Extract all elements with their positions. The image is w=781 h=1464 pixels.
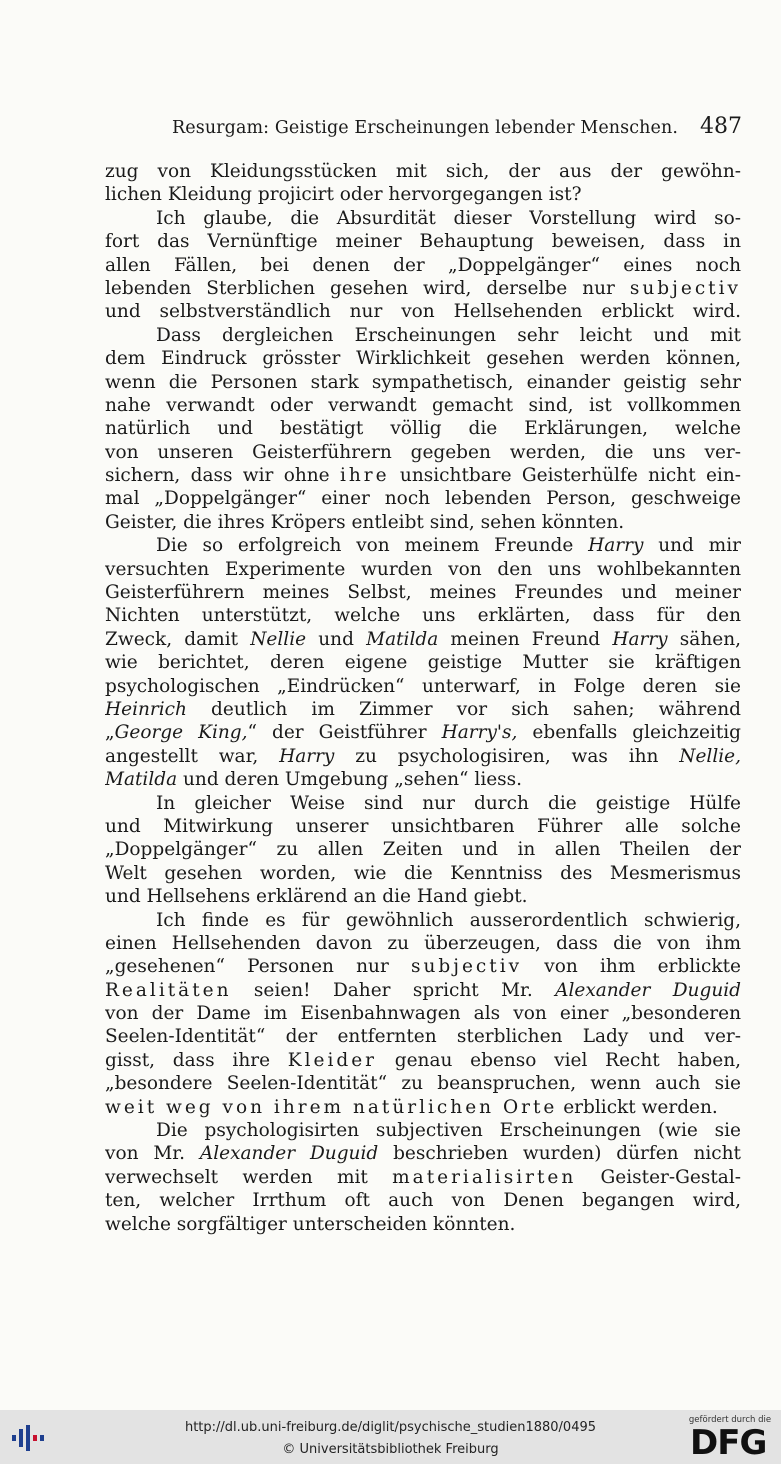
running-title: Resurgam: Geistige Erscheinungen lebender Menschen. bbox=[172, 118, 679, 138]
text-line: von unseren Geisterführern gegeben werden, die uns ver- bbox=[105, 441, 741, 463]
text-line: weit weg von ihrem natürlichen Orte erblickt werden. bbox=[105, 1096, 718, 1118]
text-line: Nichten unterstützt, welche uns erklärten, dass für den bbox=[105, 605, 741, 627]
text-line: ten, welcher Irrthum oft auch von Denen begangen wird, bbox=[105, 1190, 741, 1212]
text-line: Seelen-Identität“ der entfernten sterblichen Lady und ver- bbox=[105, 1026, 741, 1048]
text-line: gisst, dass ihre Kleider genau ebenso viel Recht haben, bbox=[105, 1049, 741, 1071]
footer-bar bbox=[0, 1410, 781, 1464]
text-line: wenn die Personen stark sympathetisch, einander geistig sehr bbox=[105, 371, 741, 393]
text-line: angestellt war, Harry zu psychologisiren, was ihn Nellie, bbox=[105, 745, 741, 767]
text-line: Matilda und deren Umgebung „sehen“ liess. bbox=[105, 769, 523, 791]
dfg-caption: gefördert durch die bbox=[688, 1415, 772, 1425]
text-line: fort das Vernünftige meiner Behauptung beweisen, dass in bbox=[105, 231, 741, 253]
text-line: nahe verwandt oder verwandt gemacht sind, ist vollkommen bbox=[105, 394, 741, 416]
text-line: und selbstverständlich nur von Hellsehenden erblickt wird. bbox=[105, 301, 741, 323]
text-line: Geisterführern meines Selbst, meines Freundes und meiner bbox=[105, 582, 741, 604]
text-line: einen Hellsehenden davon zu überzeugen, dass die von ihm bbox=[105, 932, 741, 954]
text-line: von der Dame im Eisenbahnwagen als von einer „besonderen bbox=[105, 1003, 741, 1025]
source-url-link[interactable]: http://dl.ub.uni-freiburg.de/diglit/psychische_studien1880/0495 bbox=[184, 1420, 597, 1435]
text-line: lebenden Sterblichen gesehen wird, derselbe nur subjectiv bbox=[105, 277, 741, 299]
body-text bbox=[105, 160, 741, 1236]
dfg-funding-logo bbox=[688, 1415, 772, 1461]
paragraph-start-line: Die so erfolgreich von meinem Freunde Harry und mir bbox=[156, 535, 741, 557]
paragraph-start-line: Ich glaube, die Absurdität dieser Vorstellung wird so- bbox=[156, 207, 741, 229]
text-line: und Hellsehens erklärend an die Hand giebt. bbox=[105, 886, 528, 908]
text-line: versuchten Experimente wurden von den uns wohlbekannten bbox=[105, 558, 741, 580]
text-line: wie berichtet, deren eigene geistige Mutter sie kräftigen bbox=[105, 652, 741, 674]
paragraph-start-line: Die psychologisirten subjectiven Erscheinungen (wie sie bbox=[156, 1120, 741, 1142]
page-number: 487 bbox=[700, 114, 742, 139]
text-line: welche sorgfältiger unterscheiden könnten. bbox=[105, 1213, 516, 1235]
text-line: Geister, die ihres Kröpers entleibt sind, sehen könnten. bbox=[105, 511, 625, 533]
text-line: allen Fällen, bei denen der „Doppelgänger“ eines noch bbox=[105, 254, 741, 276]
text-line: Realitäten seien! Daher spricht Mr. Alexander Duguid bbox=[105, 979, 741, 1001]
text-line: psychologischen „Eindrücken“ unterwarf, in Folge deren sie bbox=[105, 675, 741, 697]
text-line: Heinrich deutlich im Zimmer vor sich sahen; während bbox=[105, 698, 741, 720]
text-line: und Mitwirkung unserer unsichtbaren Führer alle solche bbox=[105, 815, 741, 837]
text-line: lichen Kleidung projicirt oder hervorgegangen ist? bbox=[105, 184, 582, 206]
text-line: mal „Doppelgänger“ einer noch lebenden Person, geschweige bbox=[105, 488, 741, 510]
text-line: „Doppelgänger“ zu allen Zeiten und in allen Theilen der bbox=[105, 839, 741, 861]
text-line: von Mr. Alexander Duguid beschrieben wurden) dürfen nicht bbox=[105, 1143, 741, 1165]
text-line: Zweck, damit Nellie und Matilda meinen Freund Harry sähen, bbox=[105, 628, 741, 650]
text-line: verwechselt werden mit materialisirten Geister-Gestal- bbox=[105, 1166, 741, 1188]
paragraph-start-line: Dass dergleichen Erscheinungen sehr leicht und mit bbox=[156, 324, 741, 346]
text-line: zug von Kleidungsstücken mit sich, der aus der gewöhn- bbox=[105, 161, 741, 182]
text-line: Welt gesehen worden, wie die Kenntniss des Mesmerismus bbox=[105, 862, 741, 884]
text-line: dem Eindruck grösster Wirklichkeit gesehen werden können, bbox=[105, 348, 741, 370]
paragraph-start-line: Ich finde es für gewöhnlich ausserordentlich schwierig, bbox=[156, 909, 741, 931]
dfg-logo-text: DFG bbox=[690, 1423, 767, 1463]
text-line: „gesehenen“ Personen nur subjectiv von ihm erblickte bbox=[105, 956, 741, 978]
paragraph-start-line: In gleicher Weise sind nur durch die geistige Hülfe bbox=[156, 792, 741, 814]
text-line: „George King,“ der Geistführer Harry's, ebenfalls gleichzeitig bbox=[105, 722, 741, 744]
text-line: sichern, dass wir ohne ihre unsichtbare Geisterhülfe nicht ein- bbox=[105, 465, 741, 487]
text-line: „besondere Seelen-Identität“ zu beanspruchen, wenn auch sie bbox=[105, 1073, 741, 1095]
text-line: natürlich und bestätigt völlig die Erklärungen, welche bbox=[105, 418, 741, 440]
running-header bbox=[172, 114, 742, 144]
copyright-notice: © Universitätsbibliothek Freiburg bbox=[282, 1442, 499, 1457]
